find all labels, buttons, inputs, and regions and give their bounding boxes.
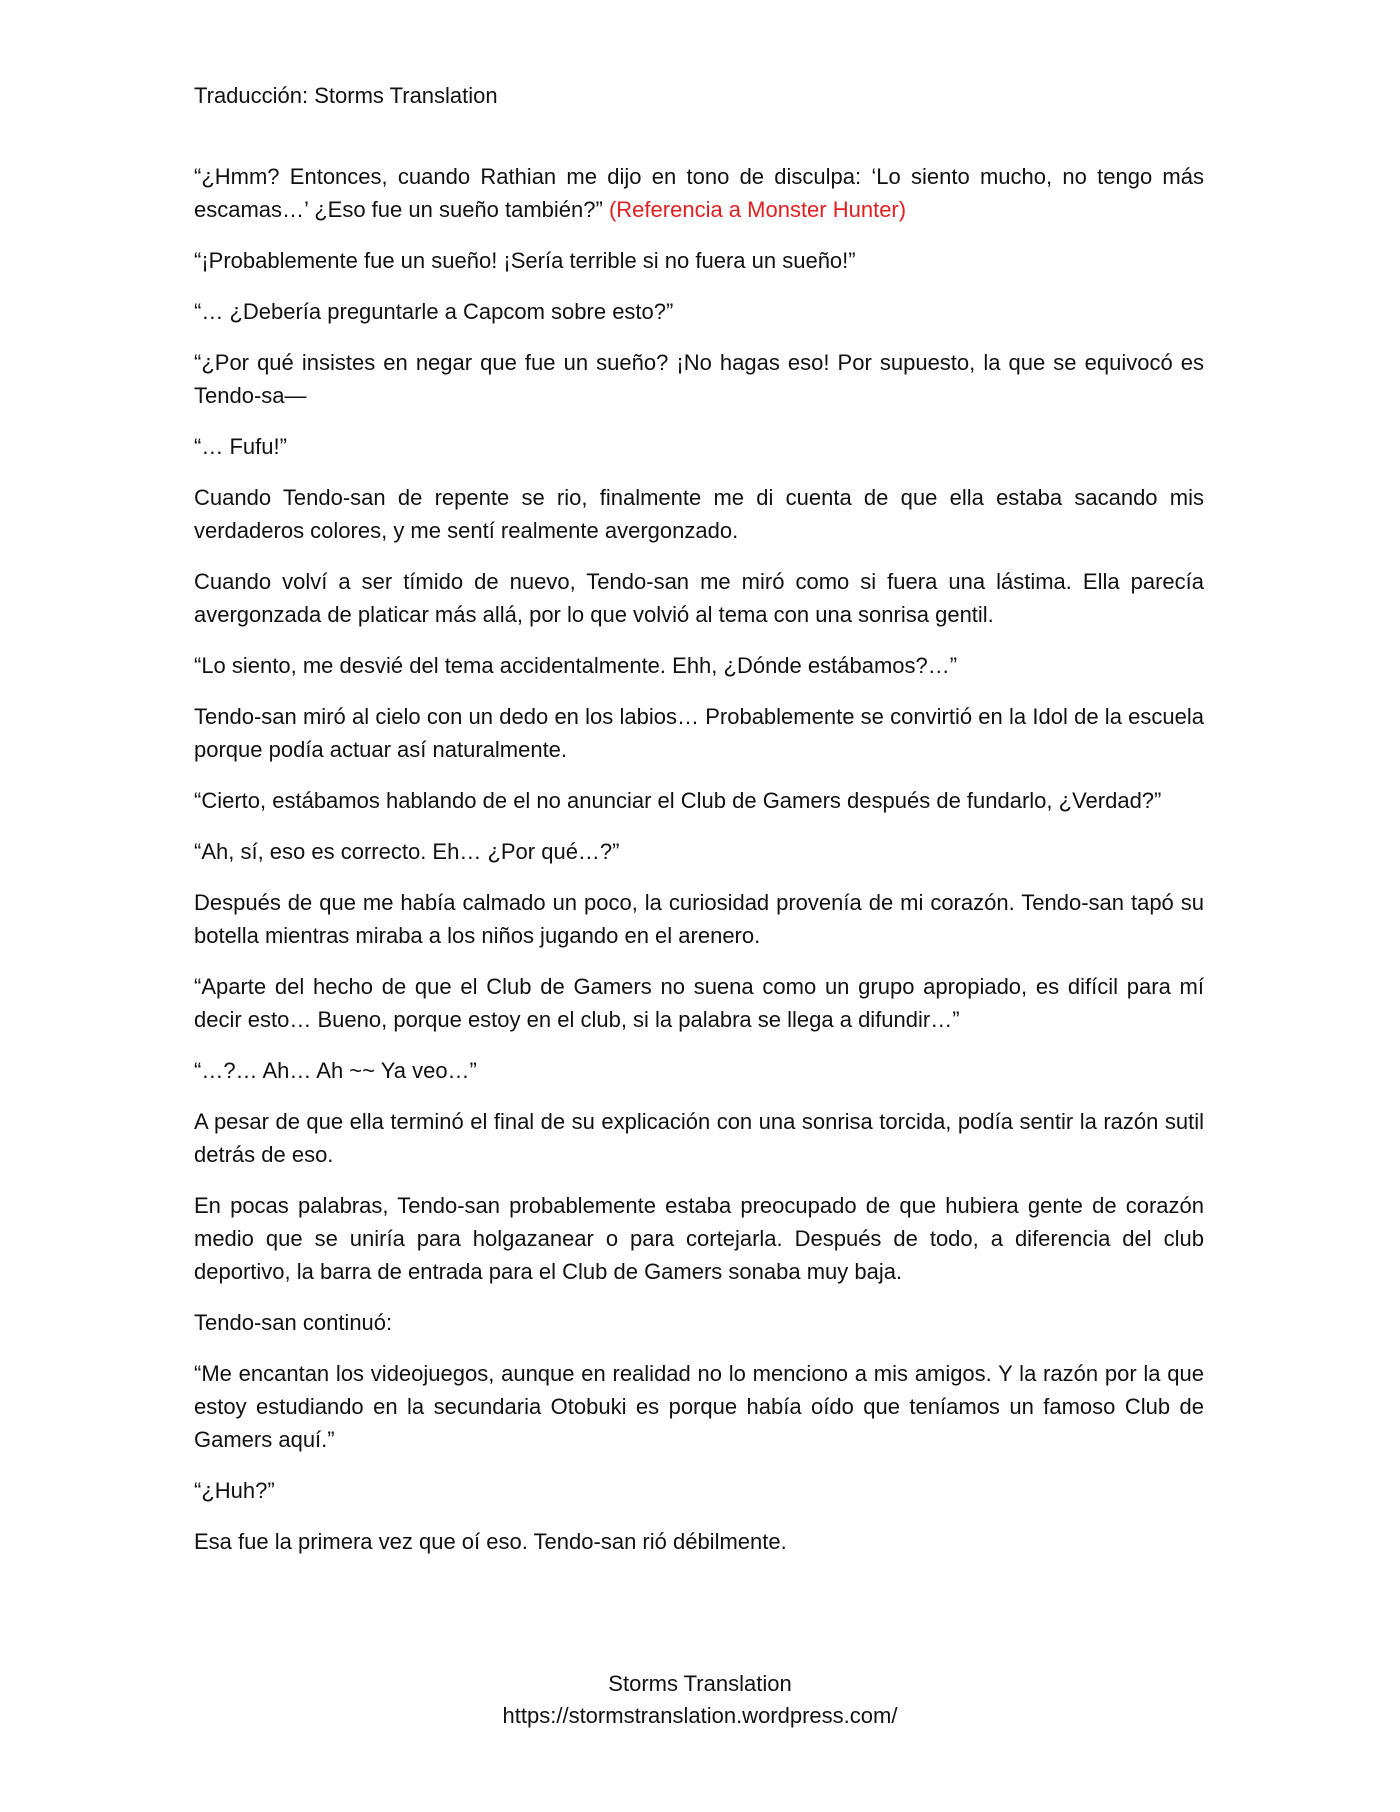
paragraph-18: “Me encantan los videojuegos, aunque en realidad no lo menciono a mis amigos. Y la razón por la que estoy estudiando en la secundaria Otobuki es porque había oído que teníamos un famoso Club de Gamers aquí.” xyxy=(194,1361,1204,1452)
paragraph-12: Después de que me había calmado un poco, la curiosidad provenía de mi corazón. Tendo-san tapó su botella mientras miraba a los niños jugando en el arenero. xyxy=(194,890,1204,948)
footer-site-name: Storms Translation xyxy=(608,1671,792,1696)
footer-url-link[interactable]: https://stormstranslation.wordpress.com/ xyxy=(502,1703,898,1728)
paragraph-1 xyxy=(194,160,1204,226)
paragraph-9: Tendo-san miró al cielo con un dedo en los labios… Probablemente se convirtió en la Idol de la escuela porque podía actuar así naturalmente. xyxy=(194,704,1204,762)
paragraph-16: En pocas palabras, Tendo-san probablemente estaba preocupado de que hubiera gente de corazón medio que se uniría para holgazanear o para cortejarla. Después de todo, a diferencia del club deportivo, la barra de entrada para el Club de Gamers sonaba muy baja. xyxy=(194,1193,1204,1284)
paragraph-2: “¡Probablemente fue un sueño! ¡Sería terrible si no fuera un sueño!” xyxy=(194,248,856,273)
paragraph-1-text: “¿Hmm? Entonces, cuando Rathian me dijo en tono de disculpa: ‘Lo siento mucho, no tengo más escamas…’ ¿Eso fue un sueño también?” xyxy=(194,164,1204,222)
translation-credit: Traducción: Storms Translation xyxy=(194,83,498,108)
paragraph-5: “… Fufu!” xyxy=(194,434,287,459)
paragraph-6: Cuando Tendo-san de repente se rio, finalmente me di cuenta de que ella estaba sacando mis verdaderos colores, y me sentí realmente avergonzado. xyxy=(194,485,1204,543)
reference-note: (Referencia a Monster Hunter) xyxy=(608,197,907,222)
page-header xyxy=(194,80,498,112)
paragraph-7: Cuando volví a ser tímido de nuevo, Tendo-san me miró como si fuera una lástima. Ella parecía avergonzada de platicar más allá, por lo que volvió al tema con una sonrisa gentil. xyxy=(194,569,1204,627)
paragraph-10: “Cierto, estábamos hablando de el no anunciar el Club de Gamers después de fundarlo, ¿Verdad?” xyxy=(194,788,1162,813)
paragraph-15: A pesar de que ella terminó el final de su explicación con una sonrisa torcida, podía sentir la razón sutil detrás de eso. xyxy=(194,1109,1204,1167)
paragraph-11: “Ah, sí, eso es correcto. Eh… ¿Por qué…?” xyxy=(194,839,620,864)
page-footer xyxy=(0,1668,1400,1732)
document-body xyxy=(194,160,1204,1576)
paragraph-3: “… ¿Debería preguntarle a Capcom sobre esto?” xyxy=(194,299,674,324)
paragraph-20: Esa fue la primera vez que oí eso. Tendo-san rió débilmente. xyxy=(194,1529,787,1554)
paragraph-8: “Lo siento, me desvié del tema accidentalmente. Ehh, ¿Dónde estábamos?…” xyxy=(194,653,958,678)
paragraph-19: “¿Huh?” xyxy=(194,1478,275,1503)
paragraph-4: “¿Por qué insistes en negar que fue un sueño? ¡No hagas eso! Por supuesto, la que se equivocó es Tendo-sa— xyxy=(194,350,1204,408)
paragraph-14: “…?… Ah… Ah ~~ Ya veo…” xyxy=(194,1058,477,1083)
paragraph-17: Tendo-san continuó: xyxy=(194,1310,393,1335)
paragraph-13: “Aparte del hecho de que el Club de Gamers no suena como un grupo apropiado, es difícil para mí decir esto… Bueno, porque estoy en el club, si la palabra se llega a difundir…” xyxy=(194,974,1204,1032)
